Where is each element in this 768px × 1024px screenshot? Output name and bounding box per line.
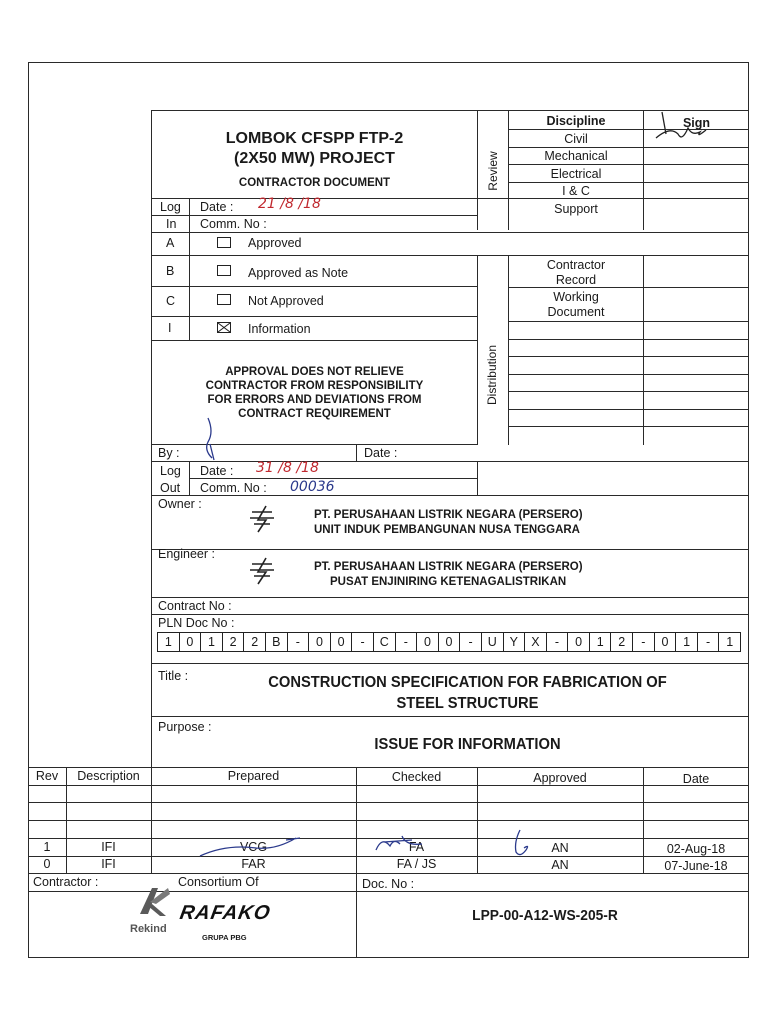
description-header: Description <box>77 769 140 783</box>
checked-signature <box>372 832 432 856</box>
pln-doc-char-cell: - <box>288 633 310 651</box>
rafako-logo-subtext: GRUPA PBG <box>202 933 247 942</box>
pln-doc-grid <box>157 632 741 652</box>
option-b-checkbox[interactable] <box>217 265 231 276</box>
table-row-approved: AN <box>551 858 569 872</box>
table-row-date: 02-Aug-18 <box>666 842 726 856</box>
pln-logo-icon <box>248 504 276 534</box>
distribution-label: Distribution <box>485 344 499 406</box>
by-signature <box>198 414 228 464</box>
log-in-label-log: Log <box>160 200 181 214</box>
option-b-code: B <box>166 264 175 278</box>
option-i-checkbox[interactable] <box>217 322 231 333</box>
rekind-logo-text: Rekind <box>130 923 167 935</box>
discipline-support: Support <box>554 202 598 216</box>
pln-doc-char-cell: - <box>460 633 482 651</box>
rafako-logo-text: RAFAKO <box>178 902 273 924</box>
log-in-label-in: In <box>166 217 177 231</box>
table-row-description: IFI <box>101 857 116 871</box>
contract-label: Contract No : <box>158 599 232 613</box>
approved-header: Approved <box>533 771 587 785</box>
engineer-line1: PT. PERUSAHAAN LISTRIK NEGARA (PERSERO) <box>314 561 583 573</box>
log-in-date-label: Date : <box>200 200 234 214</box>
distribution-record: Record <box>555 273 597 287</box>
pln-doc-char-cell: 1 <box>676 633 698 651</box>
pln-doc-char-cell: 0 <box>655 633 677 651</box>
review-label: Review <box>486 151 500 191</box>
engineer-label: Engineer : <box>158 547 215 561</box>
distribution-document: Document <box>547 305 605 319</box>
table-row-approved: AN <box>551 841 569 855</box>
pln-doc-char-cell: 0 <box>439 633 461 651</box>
pln-doc-char-cell: - <box>547 633 569 651</box>
discipline-ic: I & C <box>562 184 590 198</box>
option-i-label: Information <box>248 322 311 336</box>
option-a-code: A <box>166 236 175 250</box>
pln-doc-char-cell: 1 <box>726 635 734 649</box>
pln-doc-char-cell: C <box>374 633 396 651</box>
prepared-signature <box>196 834 306 860</box>
project-title-line1: LOMBOK CFSPP FTP-2 <box>225 130 404 147</box>
pln-doc-char-cell: 2 <box>244 633 266 651</box>
prepared-header: Prepared <box>227 769 280 783</box>
discipline-electrical: Electrical <box>550 167 602 181</box>
sign-header: Sign <box>682 116 711 130</box>
pln-doc-char-cell: 1 <box>158 633 180 651</box>
pln-doc-char-cell: - <box>352 633 374 651</box>
notice-line1: APPROVAL DOES NOT RELIEVE <box>225 366 404 378</box>
option-a-label: Approved <box>248 236 302 250</box>
discipline-header: Discipline <box>546 114 606 128</box>
pln-doc-char-cell: 2 <box>223 633 245 651</box>
pln-logo-icon <box>248 556 276 586</box>
log-in-date-value: 21 /8 /18 <box>258 196 321 212</box>
approved-signature <box>508 828 538 860</box>
pln-doc-char-cell: - <box>698 633 720 651</box>
option-i-code: I <box>168 321 172 335</box>
pln-doc-label: PLN Doc No : <box>158 616 235 630</box>
doc-no-label: Doc. No : <box>362 877 415 891</box>
checked-header: Checked <box>391 770 442 784</box>
discipline-civil: Civil <box>564 132 588 146</box>
log-out-label-out: Out <box>160 481 181 495</box>
notice-line3: FOR ERRORS AND DEVIATIONS FROM <box>207 394 422 406</box>
checked-x-icon <box>218 323 230 332</box>
pln-doc-char-cell: 0 <box>309 633 331 651</box>
distribution-working: Working <box>553 290 599 304</box>
pln-doc-char-cell: B <box>266 633 288 651</box>
rev-header: Rev <box>35 769 59 783</box>
owner-label: Owner : <box>158 497 202 511</box>
table-row-checked: FA <box>408 840 425 854</box>
title-line2: STEEL STRUCTURE <box>396 695 539 712</box>
contractor-label: Contractor : <box>33 875 99 889</box>
civil-signature <box>648 108 718 158</box>
option-c-label: Not Approved <box>248 294 324 308</box>
table-row-prepared: VCG <box>239 840 268 854</box>
pln-doc-char-cell: 0 <box>417 633 439 651</box>
pln-doc-char-cell: 1 <box>201 633 223 651</box>
pln-doc-char-cell: 0 <box>331 633 353 651</box>
pln-doc-char-cell: - <box>396 633 418 651</box>
by-date-label: Date : <box>364 446 398 460</box>
table-row-checked: FA / JS <box>396 857 437 871</box>
purpose-label: Purpose : <box>158 720 212 734</box>
pln-doc-char-cell: 1 <box>590 633 612 651</box>
by-label: By : <box>158 446 180 460</box>
pln-doc-char-cell: - <box>633 633 655 651</box>
owner-line2: UNIT INDUK PEMBANGUNAN NUSA TENGGARA <box>314 524 580 536</box>
engineer-line2: PUSAT ENJINIRING KETENAGALISTRIKAN <box>330 576 567 588</box>
option-b-label: Approved as Note <box>248 266 349 280</box>
log-out-comm-value: 00036 <box>290 479 335 495</box>
option-c-code: C <box>166 294 176 308</box>
date-header: Date <box>682 772 710 786</box>
table-row-description: IFI <box>101 840 116 854</box>
project-subtitle: CONTRACTOR DOCUMENT <box>238 177 391 189</box>
owner-line1: PT. PERUSAHAAN LISTRIK NEGARA (PERSERO) <box>314 509 583 521</box>
table-row-rev: 1 <box>43 840 51 854</box>
pln-doc-char-cell: 0 <box>180 633 202 651</box>
notice-line2: CONTRACTOR FROM RESPONSIBILITY <box>205 380 424 392</box>
rekind-logo-icon <box>136 884 172 920</box>
consortium-label: Consortium Of <box>178 875 259 889</box>
pln-doc-char-cell: 2 <box>611 633 633 651</box>
distribution-contractor: Contractor <box>546 258 606 272</box>
option-a-checkbox[interactable] <box>217 237 231 248</box>
pln-doc-char-cell: X <box>525 633 547 651</box>
purpose-value: ISSUE FOR INFORMATION <box>374 736 561 753</box>
table-row-rev: 0 <box>43 857 51 871</box>
log-out-date-value: 31 /8 /18 <box>256 460 319 476</box>
title-label: Title : <box>158 669 189 683</box>
table-row-prepared: FAR <box>241 857 266 871</box>
log-out-label-log: Log <box>160 464 181 478</box>
log-out-comm-label: Comm. No : <box>200 481 267 495</box>
pln-doc-char-cell: Y <box>504 633 526 651</box>
project-title-line2: (2X50 MW) PROJECT <box>234 150 395 167</box>
option-c-checkbox[interactable] <box>217 294 231 305</box>
table-row-date: 07-June-18 <box>664 859 728 873</box>
pln-doc-char-cell: 0 <box>568 633 590 651</box>
pln-doc-char-cell: U <box>482 633 504 651</box>
discipline-mechanical: Mechanical <box>544 149 608 163</box>
title-line1: CONSTRUCTION SPECIFICATION FOR FABRICATION OF <box>268 674 667 691</box>
doc-no-value: LPP-00-A12-WS-205-R <box>472 907 618 924</box>
notice-line4: CONTRACT REQUIREMENT <box>238 408 391 420</box>
log-out-date-label: Date : <box>200 464 234 478</box>
log-in-comm-label: Comm. No : <box>200 217 267 231</box>
